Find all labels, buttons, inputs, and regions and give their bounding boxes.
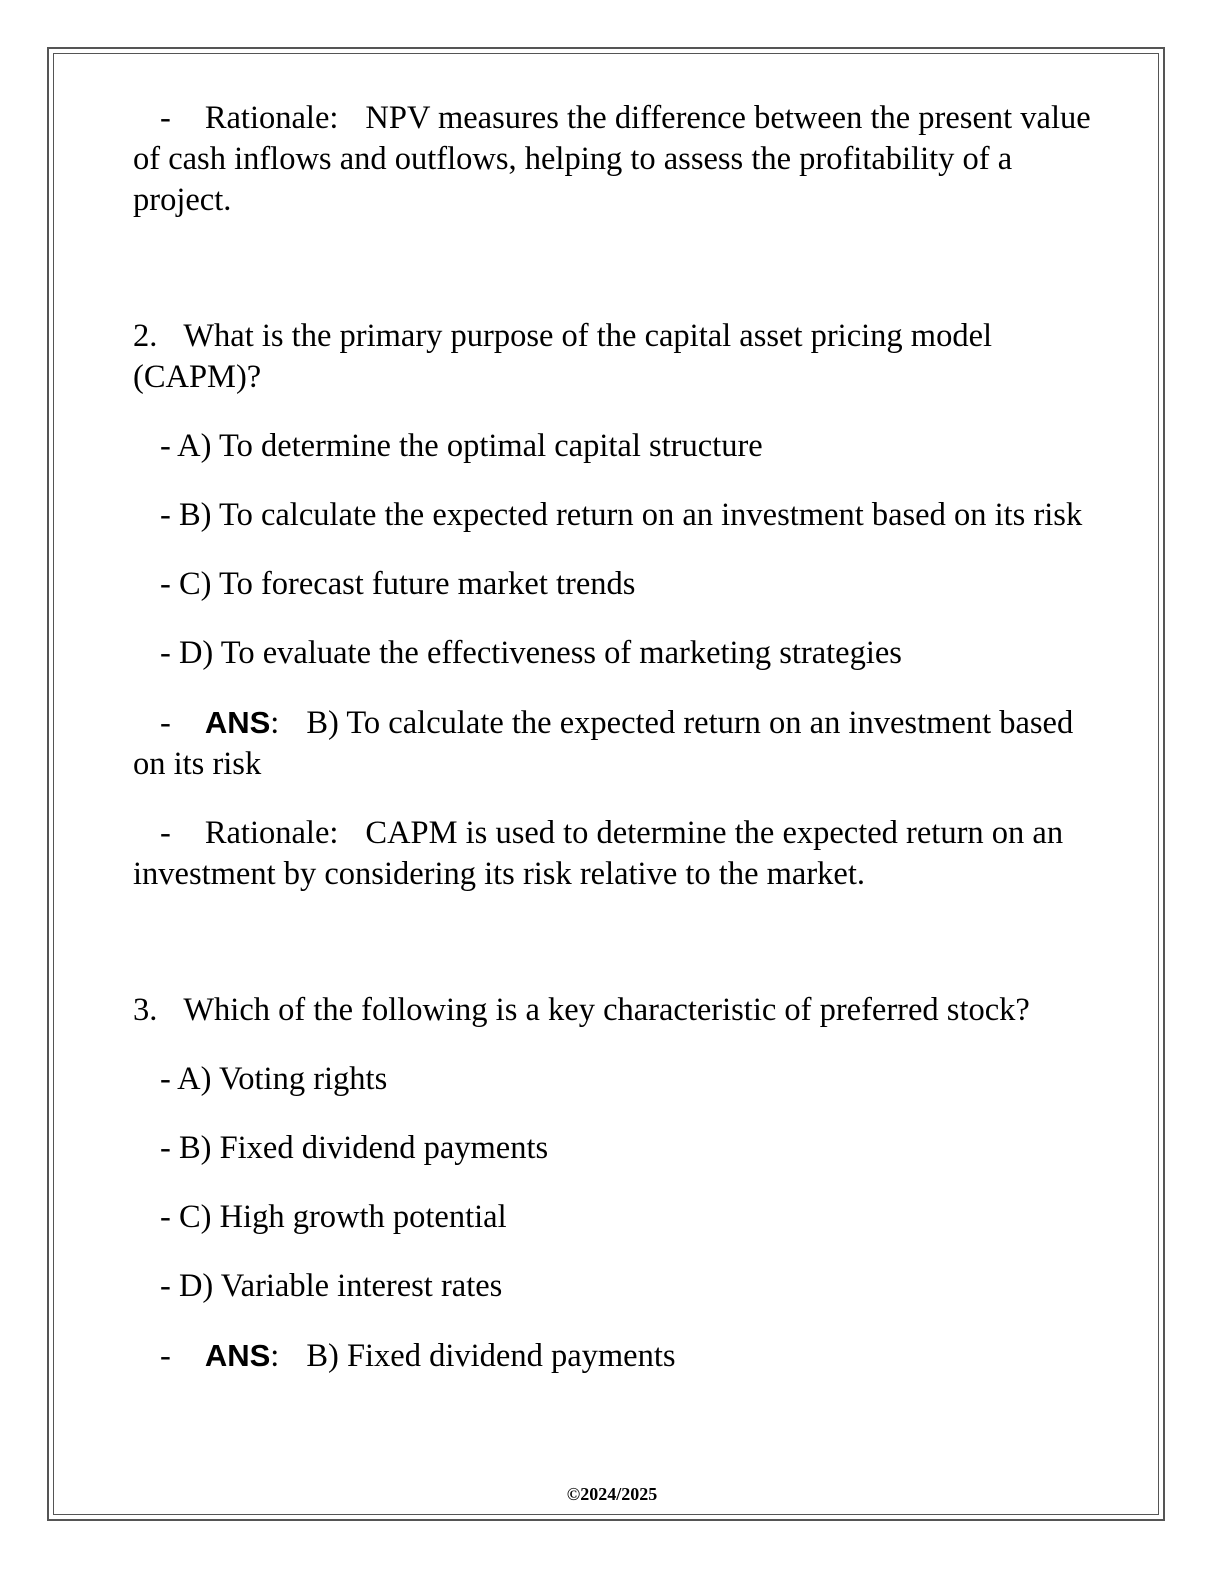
question-3 [133,990,1093,1031]
rationale-label: Rationale: [204,815,339,851]
option-a: - A) Voting rights [160,1061,388,1097]
rationale-q1 [133,98,1093,221]
answer-dash: - [160,1338,171,1374]
rationale-dash: - [160,100,171,136]
option-d: - D) Variable interest rates [160,1268,503,1304]
rationale-text: NPV measures the difference between the present value of cash inflows and outflows, helping to assess the profitability of a project. [133,100,1091,218]
option-b: - B) Fixed dividend payments [160,1130,549,1166]
option-d: - D) To evaluate the effectiveness of marketing strategies [160,635,902,671]
question-number: 3. [133,992,158,1028]
copyright-footer: ©2024/2025 [566,1484,658,1504]
question-number: 2. [133,318,158,354]
answer-label: ANS [204,705,271,740]
answer-colon: : [270,705,280,741]
answer-q2 [133,702,1093,785]
rationale-dash: - [160,815,171,851]
answer-text: B) Fixed dividend payments [306,1338,676,1374]
option-b: - B) To calculate the expected return on an investment based on its risk [160,497,1083,533]
rationale-label: Rationale: [204,100,339,136]
option-a: - A) To determine the optimal capital structure [160,428,763,464]
answer-text: B) To calculate the expected return on an investment based on its risk [133,705,1074,782]
question-2 [133,316,1093,398]
answer-label: ANS [204,1338,271,1373]
answer-q3 [133,1335,1093,1377]
option-c: - C) To forecast future market trends [160,566,636,602]
answer-colon: : [270,1338,280,1374]
question-text: What is the primary purpose of the capital asset pricing model (CAPM)? [133,318,993,395]
rationale-text: CAPM is used to determine the expected return on an investment by considering its risk relative to the market. [133,815,1064,892]
question-text: Which of the following is a key characteristic of preferred stock? [183,992,1030,1028]
answer-dash: - [160,705,171,741]
document-body [133,98,1093,1377]
option-c: - C) High growth potential [160,1199,507,1235]
rationale-q2 [133,813,1093,895]
